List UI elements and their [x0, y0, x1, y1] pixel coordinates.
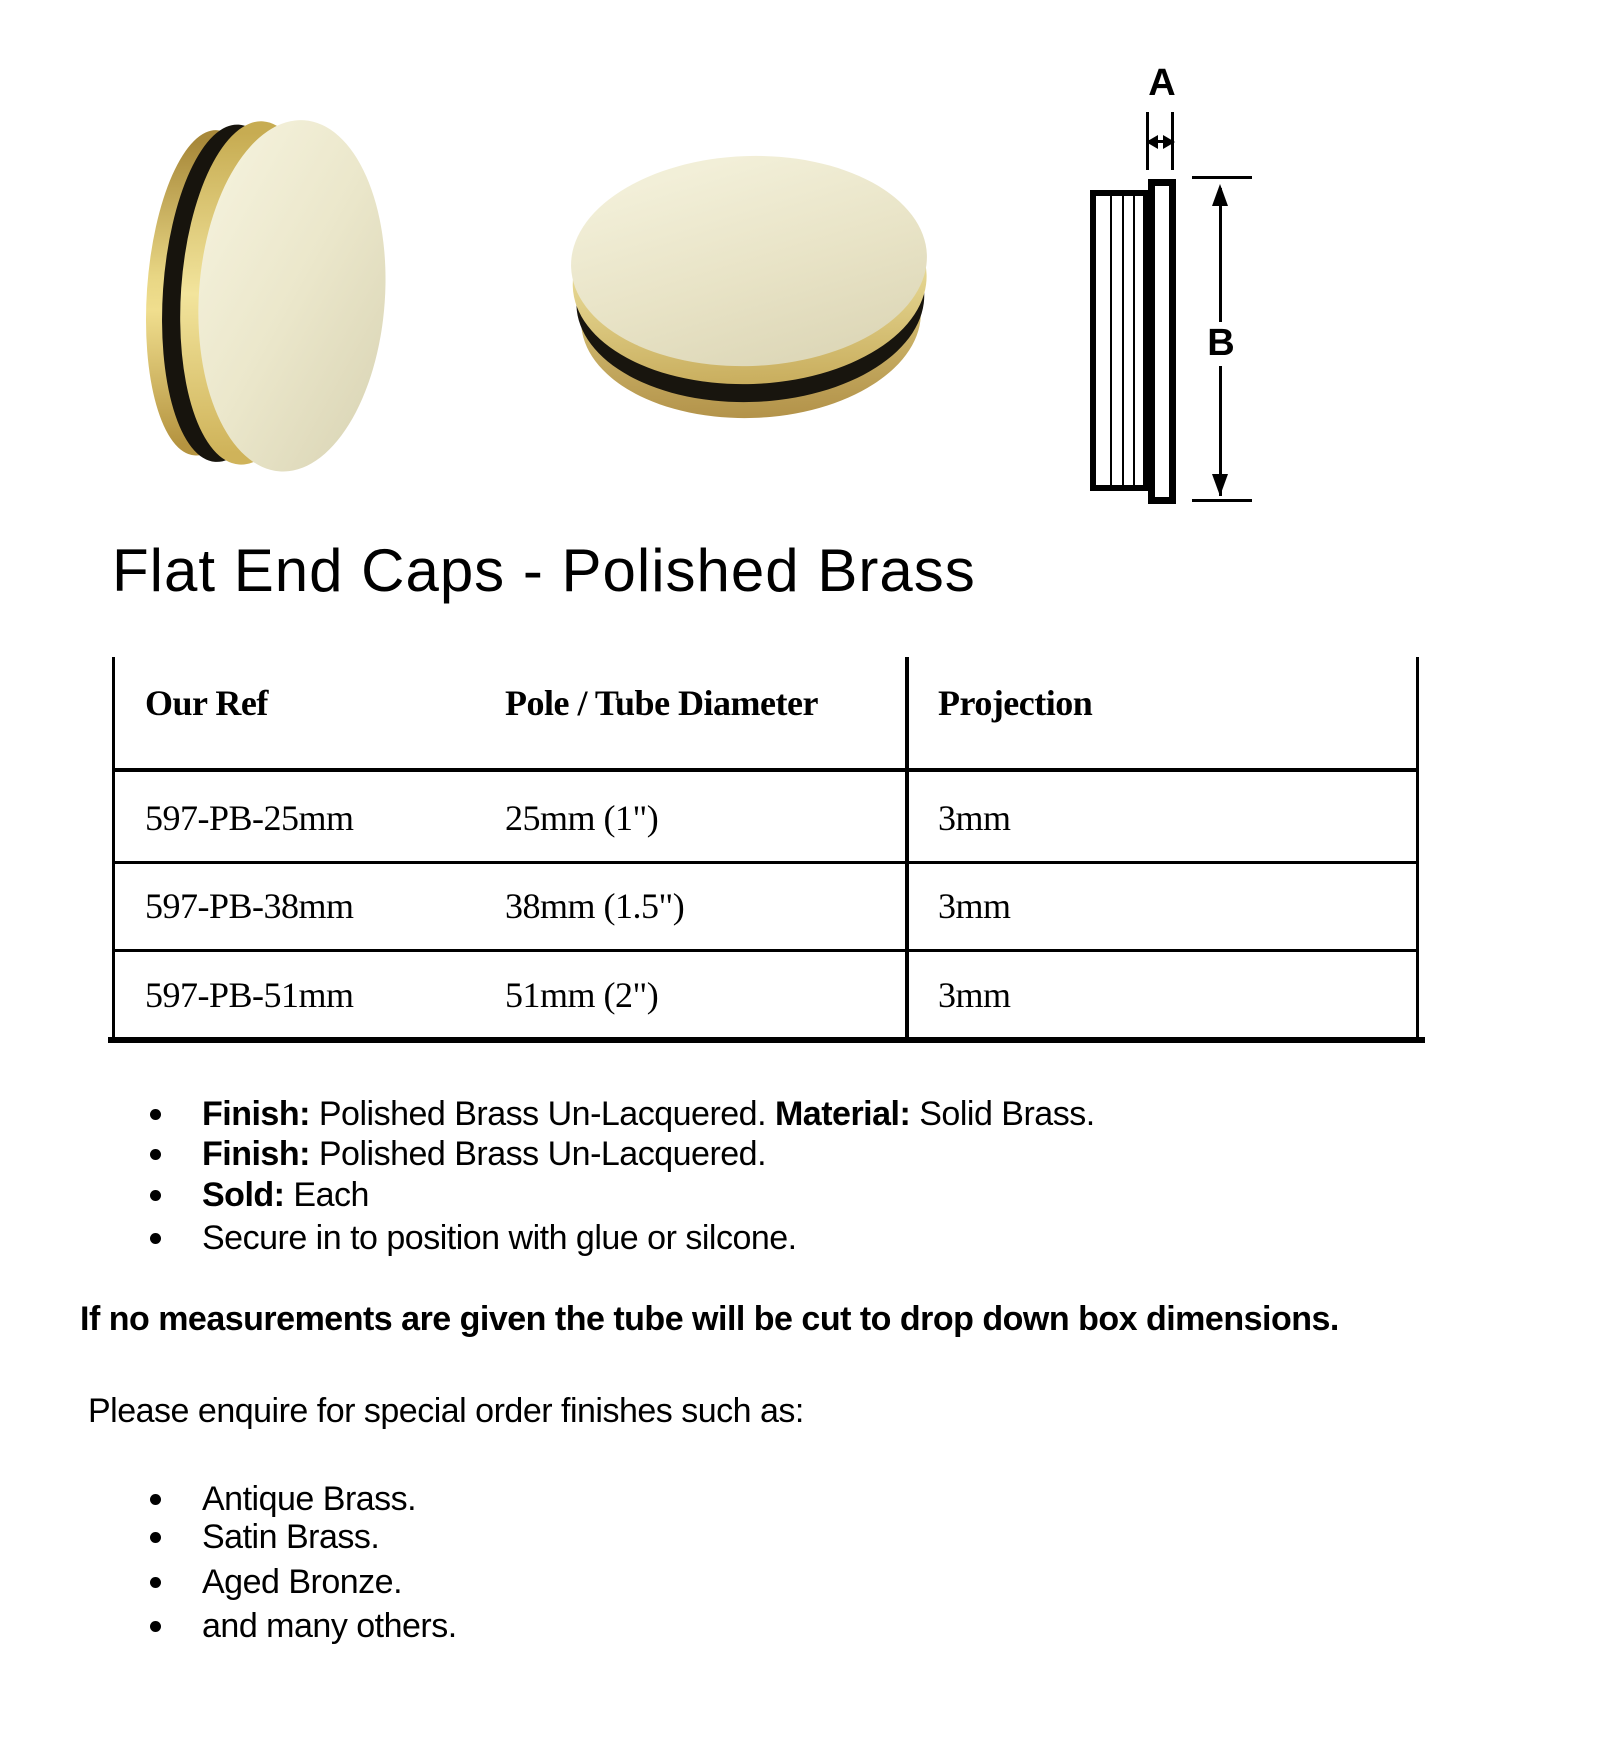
tube-inner-line-3 — [1133, 196, 1135, 485]
table-header-separator — [112, 768, 1419, 772]
table-cell-diameter: 51mm (2") — [505, 975, 659, 1015]
measurements-note: If no measurements are given the tube will be cut to drop down box dimensions. — [80, 1300, 1339, 1338]
table-divider-vertical — [905, 657, 909, 1041]
bullet-icon — [150, 1494, 161, 1505]
bullet-icon — [150, 1233, 161, 1244]
table-border-right — [1416, 657, 1419, 1041]
bullet-icon — [150, 1190, 161, 1201]
tube-inner-line-2 — [1122, 196, 1124, 485]
bullet-icon — [150, 1621, 161, 1632]
table-cell-projection: 3mm — [938, 975, 1011, 1015]
spec-list-item: Secure in to position with glue or silcone. — [150, 1218, 797, 1258]
bullet-icon — [150, 1577, 161, 1588]
tube-inner-line-1 — [1110, 196, 1112, 485]
table-border-left — [112, 657, 115, 1041]
table-cell-diameter: 25mm (1") — [505, 798, 659, 838]
a-arrow-left-icon — [1146, 135, 1158, 149]
spec-list-item: Sold: Each — [150, 1175, 369, 1215]
table-cell-ref: 597-PB-51mm — [145, 975, 354, 1015]
page-title: Flat End Caps - Polished Brass — [112, 537, 976, 604]
dimension-b-label: B — [1198, 322, 1244, 364]
dimension-a-label: A — [1148, 62, 1176, 104]
table-border-bottom — [108, 1037, 1425, 1043]
enquire-note: Please enquire for special order finishes such as: — [88, 1392, 804, 1430]
table-cell-projection: 3mm — [938, 798, 1011, 838]
b-arrow-up-icon — [1212, 184, 1228, 206]
table-row-separator — [112, 949, 1419, 952]
column-header-ref: Our Ref — [145, 683, 268, 723]
bullet-icon — [150, 1149, 161, 1160]
finish-list-item: Aged Bronze. — [150, 1562, 402, 1602]
b-extension-line-top — [1192, 176, 1252, 179]
b-dimension-line-upper — [1219, 188, 1222, 322]
spec-list-item: Finish: Polished Brass Un-Lacquered. Material: Solid Brass. — [150, 1094, 1095, 1134]
spec-list-item: Finish: Polished Brass Un-Lacquered. — [150, 1134, 766, 1174]
tube-body-outline — [1090, 190, 1149, 491]
b-extension-line-bottom — [1192, 499, 1252, 502]
a-arrow-right-icon — [1163, 135, 1175, 149]
end-cap-outline — [1148, 179, 1176, 504]
bullet-icon — [150, 1109, 161, 1120]
column-header-diameter: Pole / Tube Diameter — [505, 683, 818, 723]
column-header-projection: Projection — [938, 683, 1093, 723]
finish-list-item: and many others. — [150, 1606, 457, 1646]
table-row-separator — [112, 861, 1419, 864]
table-cell-ref: 597-PB-38mm — [145, 886, 354, 926]
finish-list-item: Satin Brass. — [150, 1517, 379, 1557]
product-photo-flat-cap — [567, 150, 932, 430]
table-cell-projection: 3mm — [938, 886, 1011, 926]
table-cell-ref: 597-PB-25mm — [145, 798, 354, 838]
finish-list-item: Antique Brass. — [150, 1479, 416, 1519]
bullet-icon — [150, 1532, 161, 1543]
table-cell-diameter: 38mm (1.5") — [505, 886, 685, 926]
product-photo-angled-cap — [135, 110, 397, 478]
b-arrow-down-icon — [1212, 474, 1228, 496]
